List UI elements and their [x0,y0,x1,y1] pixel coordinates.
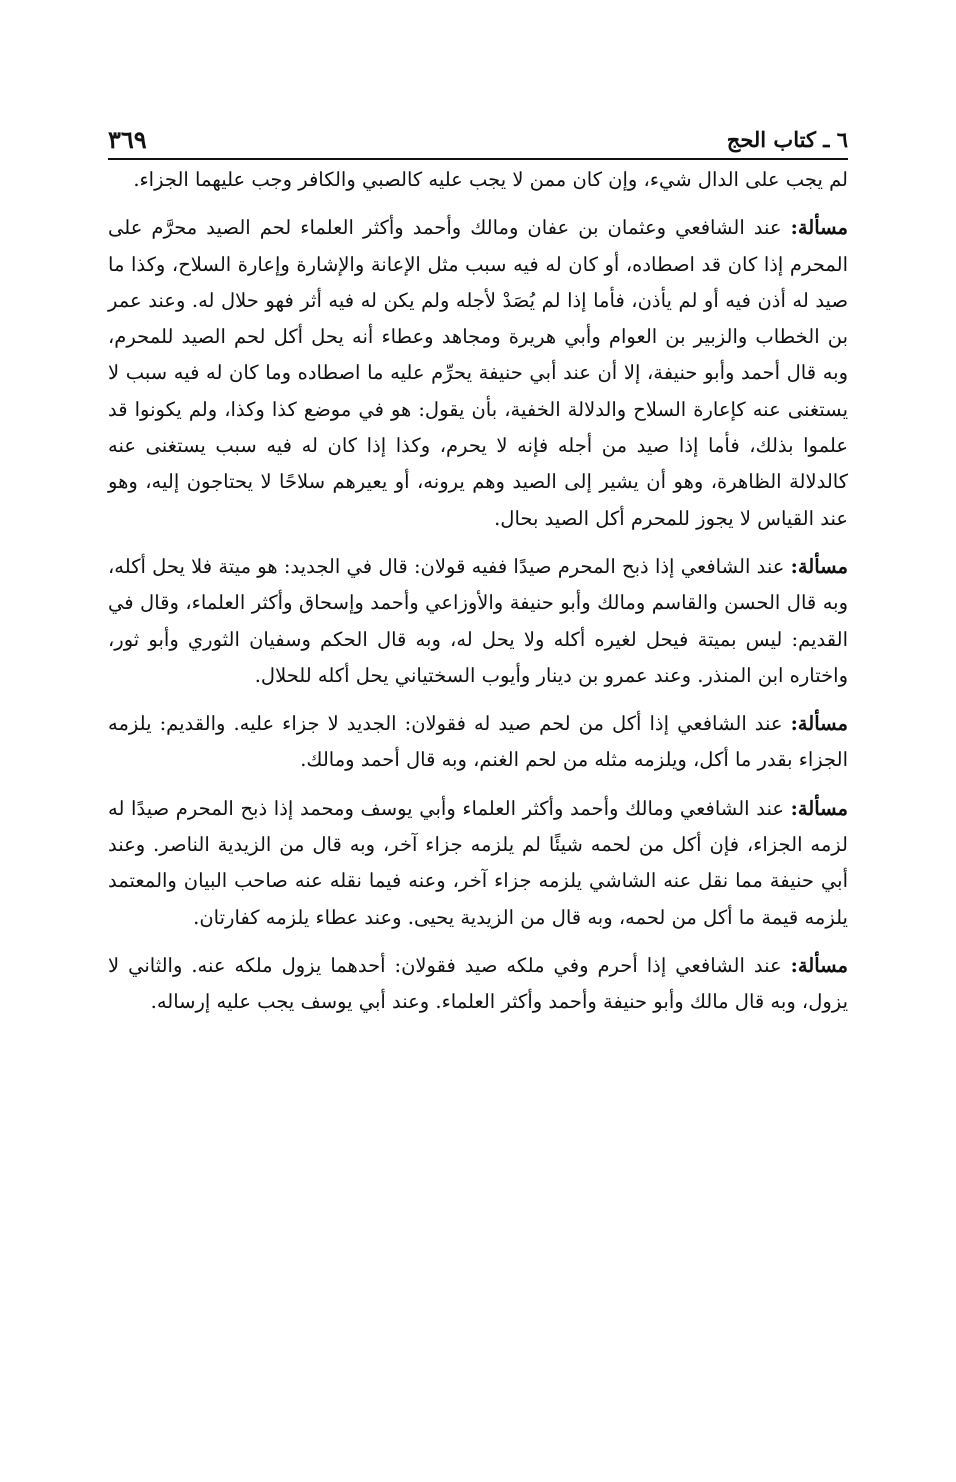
paragraph-text: عند الشافعي وعثمان بن عفان ومالك وأحمد وأكثر العلماء لحم الصيد محرَّم على المحرم إذا كان قد اصطاده، أو كان له فيه سبب مثل الإعانة والإشارة وإعارة السلاح، وكذا ما صيد له أذن فيه أو لم يأذن، فأما إذا لم يُصَدْ لأجله ولم يكن له فيه أثر فهو حلال له. وعند عمر بن الخطاب والزبير بن العوام وأبي هريرة ومجاهد وعطاء أنه يحل أكل لحم الصيد للمحرم، وبه قال أحمد وأبو حنيفة، إلا أن عند أبي حنيفة يحرِّم عليه ما اصطاده وما كان له فيه سبب لا يستغنى عنه كإعارة السلاح والدلالة الخفية، بأن يقول: هو في موضع كذا وكذا، ولم يكونوا قد علموا بذلك، فأما إذا صيد من أجله فإنه لا يحرم، وكذا إذا كان له فيه سبب يستغنى عنه كالدلالة الظاهرة، وهو أن يشير إلى الصيد وهم يرونه، أو يعيرهم سلاحًا لا يحتاجون إليه، وهو عند القياس لا يجوز للمحرم أكل الصيد بحال. [108,216,848,530]
paragraph-text: لم يجب على الدال شيء، وإن كان ممن لا يجب عليه كالصبي والكافر وجب عليهما الجزاء. [133,168,848,191]
page-body [108,162,848,1021]
paragraph-text: عند الشافعي ومالك وأحمد وأكثر العلماء وأبي يوسف ومحمد إذا ذبح المحرم صيدًا له لزمه الجزاء، فإن أكل من لحمه شيئًا لم يلزمه جزاء آخر، وبه قال من الزيدية الناصر. وعند أبي حنيفة مما نقل عنه الشاشي يلزمه جزاء آخر، وعنه فيما نقله عنه صاحب البيان والمعتمد يلزمه قيمة ما أكل من لحمه، وبه قال من الزيدية يحيى. وعند عطاء يلزمه كفارتان. [108,796,848,929]
masala-label: مسألة: [790,216,849,240]
page-number: ٣٦٩ [108,125,147,154]
paragraph-continuation [108,162,848,198]
paragraph-masala [108,791,848,936]
paragraph-text: عند الشافعي إذا أكل من لحم صيد له فقولان: الجديد لا جزاء عليه. والقديم: يلزمه الجزاء بقدر ما أكل، ويلزمه مثله من لحم الغنم، وبه قال أحمد ومالك. [108,712,848,772]
masala-label: مسألة: [790,554,849,578]
running-head: ٦ ـ كتاب الحج [726,127,848,152]
masala-label: مسألة: [790,796,848,820]
masala-label: مسألة: [790,712,848,736]
paragraph-masala [108,210,848,537]
book-page [108,118,848,1033]
paragraph-text: عند الشافعي إذا أحرم وفي ملكه صيد فقولان: أحدهما يزول ملكه عنه. والثاني لا يزول، وبه قال مالك وأبو حنيفة وأحمد وأكثر العلماء. وعند أبي يوسف يجب عليه إرساله. [108,953,848,1014]
paragraph-masala [108,706,848,779]
paragraph-masala [108,549,848,694]
paragraph-masala [108,948,848,1021]
page-header [108,118,848,160]
masala-label: مسألة: [790,953,849,977]
paragraph-text: عند الشافعي إذا ذبح المحرم صيدًا ففيه قولان: قال في الجديد: هو ميتة فلا يحل أكله، وبه قال الحسن والقاسم ومالك وأبو حنيفة والأوزاعي وأحمد وإسحاق وأكثر العلماء، وقال في القديم: ليس بميتة فيحل لغيره أكله ولا يحل له، وبه قال الحكم وسفيان الثوري وأبو ثور، واختاره ابن المنذر. وعند عمرو بن دينار وأيوب السختياني يحل أكله للحلال. [108,554,848,687]
